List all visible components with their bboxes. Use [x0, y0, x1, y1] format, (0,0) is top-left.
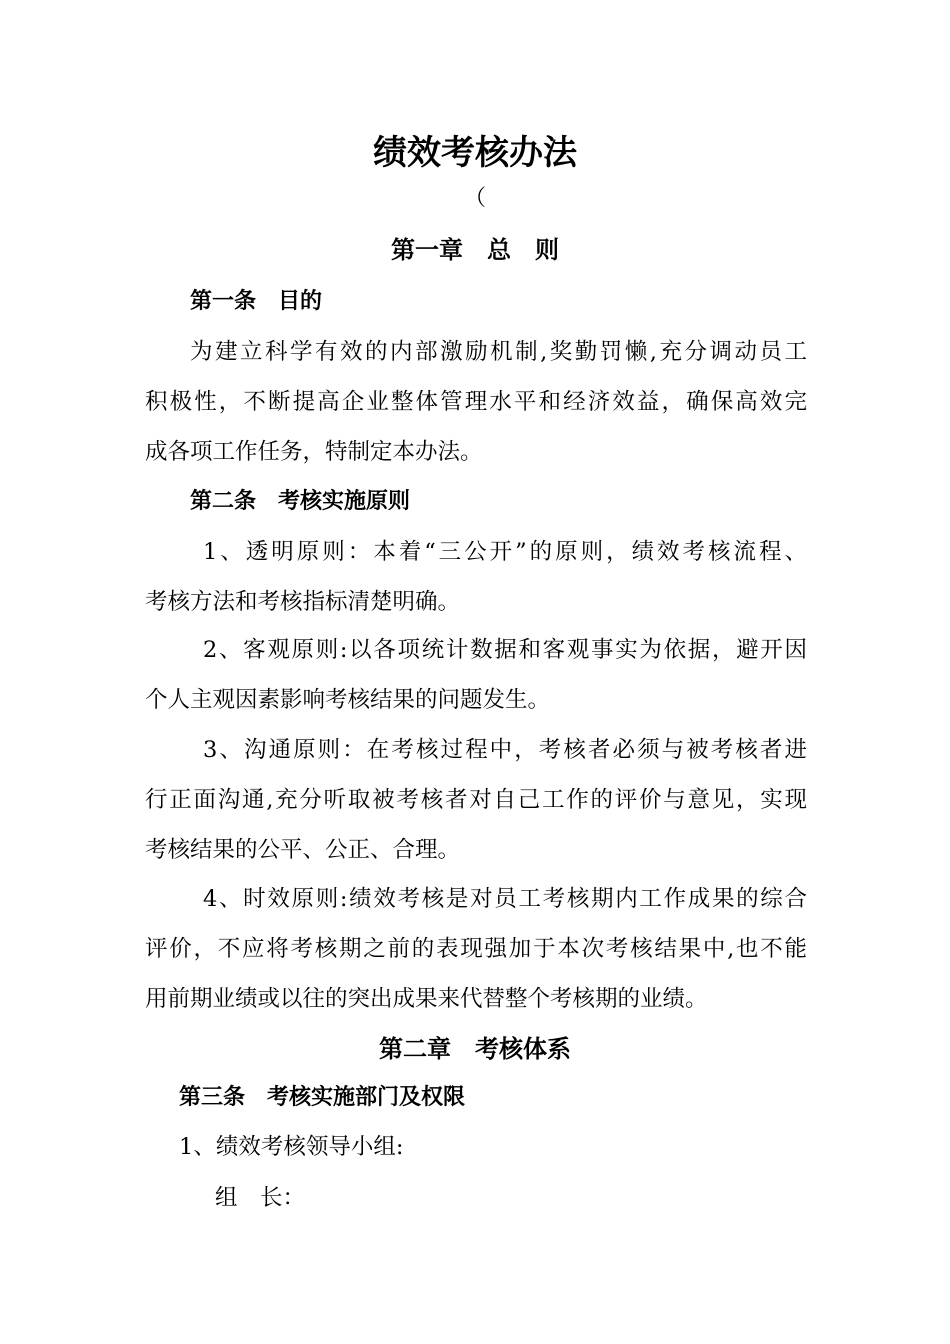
principle-4-line-1: 4、时效原则:绩效考核是对员工考核期内工作成果的综合	[203, 886, 807, 912]
title-parenthesis: （	[463, 186, 486, 211]
principle-4-line-2: 评价，不应将考核期之前的表现强加于本次考核结果中,也不能	[145, 936, 807, 962]
article-1-heading: 第一条 目的	[190, 288, 323, 314]
article-1-line-3: 成各项工作任务，特制定本办法。	[145, 439, 483, 465]
chapter-2-heading: 第二章 考核体系	[379, 1034, 571, 1063]
article-3-heading: 第三条 考核实施部门及权限	[179, 1084, 466, 1110]
principle-3-line-1: 3、沟通原则：在考核过程中，考核者必须与被考核者进	[203, 737, 807, 763]
principle-1-line-2: 考核方法和考核指标清楚明确。	[145, 589, 461, 615]
group-leader-label: 组 长：	[215, 1185, 306, 1211]
principle-1-line-1: 1、透明原则：本着“三公开”的原则，绩效考核流程、	[203, 539, 807, 565]
article-3-item-1: 1、绩效考核领导小组:	[179, 1134, 404, 1160]
article-2-heading: 第二条 考核实施原则	[190, 488, 411, 514]
principle-3-line-2: 行正面沟通,充分听取被考核者对自己工作的评价与意见，实现	[145, 787, 807, 813]
principle-3-line-3: 考核结果的公平、公正、合理。	[145, 837, 461, 863]
principle-2-line-1: 2、客观原则:以各项统计数据和客观事实为依据，避开因	[203, 637, 807, 663]
document-title: 绩效考核办法	[373, 133, 577, 173]
article-1-line-1: 为建立科学有效的内部激励机制,奖勤罚懒,充分调动员工	[190, 339, 807, 365]
chapter-1-heading: 第一章 总 则	[391, 235, 559, 264]
principle-2-line-2: 个人主观因素影响考核结果的问题发生。	[145, 687, 551, 713]
principle-4-line-3: 用前期业绩或以往的突出成果来代替整个考核期的业绩。	[145, 986, 708, 1012]
article-1-line-2: 积极性，不断提高企业整体管理水平和经济效益，确保高效完	[145, 389, 807, 415]
